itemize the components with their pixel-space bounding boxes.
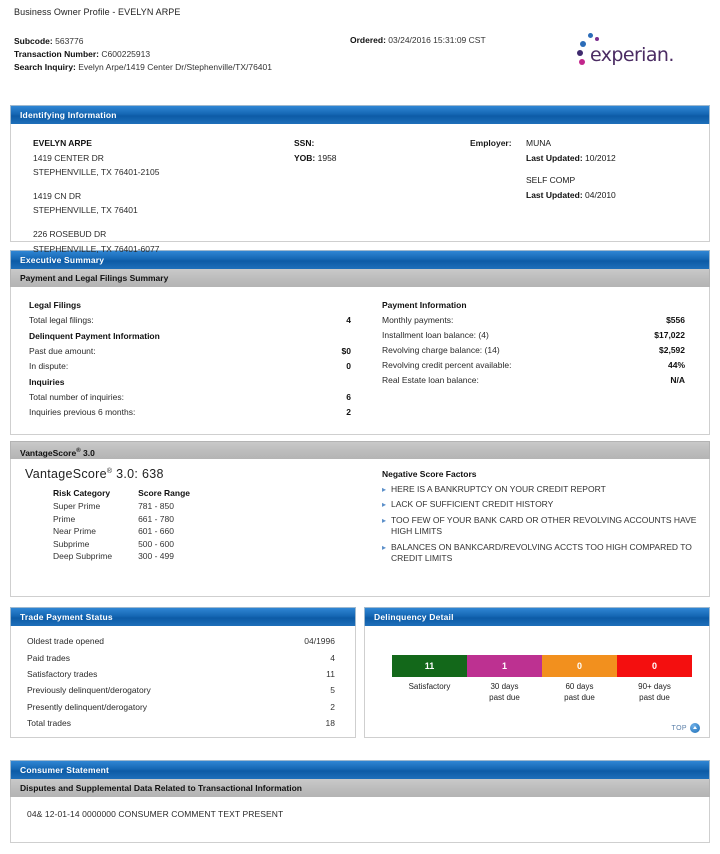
chevron-right-icon: ▸ (382, 500, 387, 510)
trade-value: 04/1996 (304, 636, 335, 647)
summary-row (11, 343, 369, 358)
logo-dot-5 (579, 59, 585, 65)
employer-column (470, 136, 616, 210)
trade-payment-status-panel (10, 607, 356, 738)
summary-row (376, 312, 720, 327)
risk-category: Near Prime (53, 526, 96, 537)
table-row (11, 715, 355, 731)
summary-row (376, 327, 720, 342)
trade-label: Total trades (27, 718, 71, 729)
score-headline-value: 3.0: 638 (116, 467, 164, 481)
search-inquiry-label: Search Inquiry: (14, 62, 76, 73)
panels-row (10, 607, 710, 738)
bar-caption: Satisfactory (408, 682, 451, 691)
bar-segment (467, 655, 542, 704)
ordered-row (350, 35, 486, 45)
vantagescore-version: 3.0 (83, 447, 95, 458)
address-line: STEPHENVILLE, TX 76401 (33, 205, 138, 216)
yob-row (294, 151, 337, 166)
address-line: STEPHENVILLE, TX 76401-2105 (33, 167, 160, 178)
table-row (53, 550, 216, 563)
summary-row (376, 357, 720, 372)
table-row (53, 500, 216, 513)
employer-updated-row (470, 151, 616, 166)
summary-value: N/A (670, 374, 685, 385)
summary-label: Installment loan balance: (4) (382, 329, 489, 340)
summary-label: Inquiries previous 6 months: (29, 406, 136, 417)
table-row (11, 649, 355, 665)
back-to-top-link[interactable] (672, 723, 700, 733)
bar-caption: 90+ days past due (638, 682, 671, 702)
column-header-score-range: Score Range (138, 488, 191, 498)
bar-caption: 30 days past due (489, 682, 520, 702)
group-heading: Delinquent Payment Information (29, 331, 160, 341)
employer-updated-label: Last Updated: (526, 152, 583, 163)
address-line: STEPHENVILLE, TX 76401-6077 (33, 243, 160, 254)
summary-label: Revolving credit percent available: (382, 359, 512, 370)
delinquency-detail-body (364, 626, 710, 738)
report-meta (14, 35, 272, 75)
back-to-top-label: TOP (671, 724, 687, 732)
transaction-row (14, 48, 272, 61)
risk-category: Prime (53, 513, 76, 524)
logo-dot-1 (588, 33, 593, 38)
chevron-right-icon: ▸ (382, 542, 387, 552)
payment-information-column (376, 296, 720, 387)
bar-segment (617, 655, 692, 704)
summary-label: Revolving charge balance: (14) (382, 344, 500, 355)
summary-row (11, 389, 369, 404)
table-row (11, 633, 355, 649)
risk-category: Super Prime (53, 501, 101, 511)
address-column (33, 136, 159, 265)
bar-value: 1 (467, 655, 542, 677)
employer-updated-value: 10/2012 (585, 152, 616, 163)
factor-text: BALANCES ON BANKCARD/REVOLVING ACCTS TOO HIGH COMPARED TO CREDIT LIMITS (391, 541, 692, 563)
trade-value: 2 (330, 701, 335, 712)
table-row (11, 666, 355, 682)
summary-label: Past due amount: (29, 345, 96, 356)
search-inquiry-value: Evelyn Arpe/1419 Center Dr/Stephenville/TX/76401 (78, 62, 272, 73)
trade-value: 4 (330, 652, 335, 663)
summary-row (376, 372, 720, 387)
yob-value: 1958 (317, 152, 337, 163)
risk-category-table (53, 488, 216, 563)
transaction-value: C600225913 (101, 49, 151, 60)
search-inquiry-row (14, 61, 272, 74)
trade-payment-status-body (10, 626, 356, 738)
employer-name-row (470, 173, 616, 188)
employer-updated-label: Last Updated: (526, 189, 583, 200)
ssn-label: SSN: (294, 138, 315, 148)
table-header-row (53, 488, 216, 500)
subcode-value: 563776 (55, 36, 84, 46)
vantagescore-section (10, 441, 710, 597)
list-item (382, 484, 720, 495)
list-item (382, 542, 720, 565)
employer-name-row (470, 136, 616, 151)
risk-category: Deep Subprime (53, 551, 113, 562)
identifying-information-header: Identifying Information (10, 105, 710, 124)
consumer-statement-body (10, 797, 710, 843)
list-item (382, 499, 720, 510)
risk-category: Subprime (53, 538, 90, 549)
summary-row (11, 404, 369, 419)
chevron-right-icon: ▸ (382, 485, 387, 494)
summary-label: Total legal filings: (29, 314, 94, 325)
summary-value: 2 (346, 406, 351, 417)
trade-value: 5 (330, 685, 335, 696)
score-range: 781 - 850 (138, 501, 174, 511)
report-header (10, 35, 710, 97)
ssn-row (294, 136, 337, 151)
identifying-information-body (10, 124, 710, 254)
column-header-risk-category: Risk Category (53, 488, 111, 498)
score-headline (25, 467, 216, 481)
address-group (33, 227, 159, 256)
employer-updated-value: 04/2010 (585, 189, 616, 200)
negative-score-factors-column (382, 469, 720, 568)
factor-text: TOO FEW OF YOUR BANK CARD OR OTHER REVOLVING ACCOUNTS HAVE HIGH LIMITS (391, 514, 697, 537)
ordered-label: Ordered: (350, 35, 386, 45)
registered-mark: ® (76, 448, 81, 454)
summary-label: Monthly payments: (382, 314, 454, 325)
ordered-value: 03/24/2016 15:31:09 CST (388, 35, 486, 45)
factor-text: LACK OF SUFFICIENT CREDIT HISTORY (391, 499, 554, 510)
bar-segment (542, 655, 617, 704)
employer-label: Employer: (470, 138, 512, 148)
bar-segment (392, 655, 467, 704)
delinquency-bar-chart (392, 655, 692, 704)
bar-value: 0 (542, 655, 617, 677)
score-range: 661 - 780 (138, 513, 174, 524)
summary-value: 44% (667, 359, 685, 370)
address-group (33, 136, 159, 180)
consumer-name: EVELYN ARPE (33, 138, 92, 148)
list-item (382, 515, 720, 538)
payment-legal-filings-subheader: Payment and Legal Filings Summary (10, 269, 710, 287)
summary-value: 6 (346, 391, 351, 402)
executive-summary-section (10, 250, 710, 435)
group-heading: Legal Filings (29, 300, 81, 310)
legal-filings-column (11, 296, 369, 419)
address-line: 1419 CENTER DR (33, 152, 104, 163)
consumer-statement-section (10, 760, 710, 843)
logo-dot-3 (580, 41, 586, 47)
summary-row (11, 312, 369, 327)
transaction-label: Transaction Number: (14, 49, 100, 60)
summary-value: $556 (666, 314, 685, 325)
employer-name: SELF COMP (526, 175, 576, 186)
experian-wordmark: experian. (590, 44, 674, 66)
delinquency-detail-header: Delinquency Detail (364, 607, 710, 626)
employer-name: MUNA (526, 138, 552, 148)
summary-row (11, 358, 369, 373)
bar-value: 11 (392, 655, 467, 677)
bar-caption: 60 days past due (564, 682, 595, 702)
score-range: 601 - 660 (138, 526, 174, 537)
trade-payment-status-header: Trade Payment Status (10, 607, 356, 626)
employer-group (470, 136, 616, 165)
group-heading: Payment Information (382, 300, 467, 310)
table-row (11, 699, 355, 715)
consumer-statement-header: Consumer Statement (10, 760, 710, 779)
summary-value: $2,592 (659, 344, 685, 355)
consumer-statement-text: 04& 12-01-14 0000000 CONSUMER COMMENT TEXT PRESENT (27, 809, 284, 819)
summary-label: Real Estate loan balance: (382, 374, 479, 385)
delinquency-detail-panel (364, 607, 710, 738)
registered-mark: ® (106, 467, 113, 475)
address-line: 226 ROSEBUD DR (33, 229, 107, 240)
summary-row (376, 342, 720, 357)
experian-logo (576, 31, 696, 77)
arrow-up-icon (690, 723, 700, 733)
table-row (53, 513, 216, 526)
score-headline-label: VantageScore (25, 467, 107, 481)
vantagescore-title: VantageScore (20, 447, 77, 458)
vantagescore-body (10, 459, 710, 597)
subcode-row (14, 35, 272, 48)
trade-label: Previously delinquent/derogatory (27, 685, 151, 696)
disputes-subheader: Disputes and Supplemental Data Related to Transactional Information (10, 779, 710, 797)
summary-value: 0 (346, 360, 351, 371)
employer-group (470, 173, 616, 202)
executive-summary-header: Executive Summary (10, 250, 710, 269)
summary-label: Total number of inquiries: (29, 391, 124, 402)
trade-label: Oldest trade opened (27, 636, 105, 647)
address-group (33, 189, 159, 218)
score-range: 300 - 499 (138, 551, 174, 562)
page-title: Business Owner Profile - EVELYN ARPE (14, 7, 181, 17)
summary-label: In dispute: (29, 360, 69, 371)
summary-value: $0 (341, 345, 351, 356)
employer-updated-row (470, 188, 616, 203)
summary-value: $17,022 (654, 329, 685, 340)
table-row (53, 525, 216, 538)
subcode-label: Subcode: (14, 36, 53, 46)
trade-label: Presently delinquent/derogatory (27, 701, 148, 712)
trade-value: 11 (326, 668, 335, 679)
ssn-column (294, 136, 337, 165)
table-row (53, 538, 216, 551)
logo-dot-4 (577, 50, 583, 56)
address-line: 1419 CN DR (33, 190, 82, 201)
chevron-right-icon: ▸ (382, 515, 387, 525)
vantagescore-subheader (10, 441, 710, 459)
bar-value: 0 (617, 655, 692, 677)
score-column (25, 467, 216, 563)
trade-label: Paid trades (27, 652, 70, 663)
summary-value: 4 (346, 314, 351, 325)
table-row (11, 682, 355, 698)
negative-score-factors-title: Negative Score Factors (382, 469, 477, 479)
yob-label: YOB: (294, 152, 316, 163)
score-range: 500 - 600 (138, 538, 174, 549)
trade-value: 18 (325, 718, 335, 729)
trade-label: Satisfactory trades (27, 668, 98, 679)
logo-dot-2 (595, 37, 599, 41)
identifying-information-section (10, 105, 710, 254)
factor-text: HERE IS A BANKRUPTCY ON YOUR CREDIT REPORT (391, 484, 606, 494)
executive-summary-body (10, 287, 710, 435)
group-heading: Inquiries (29, 377, 65, 387)
